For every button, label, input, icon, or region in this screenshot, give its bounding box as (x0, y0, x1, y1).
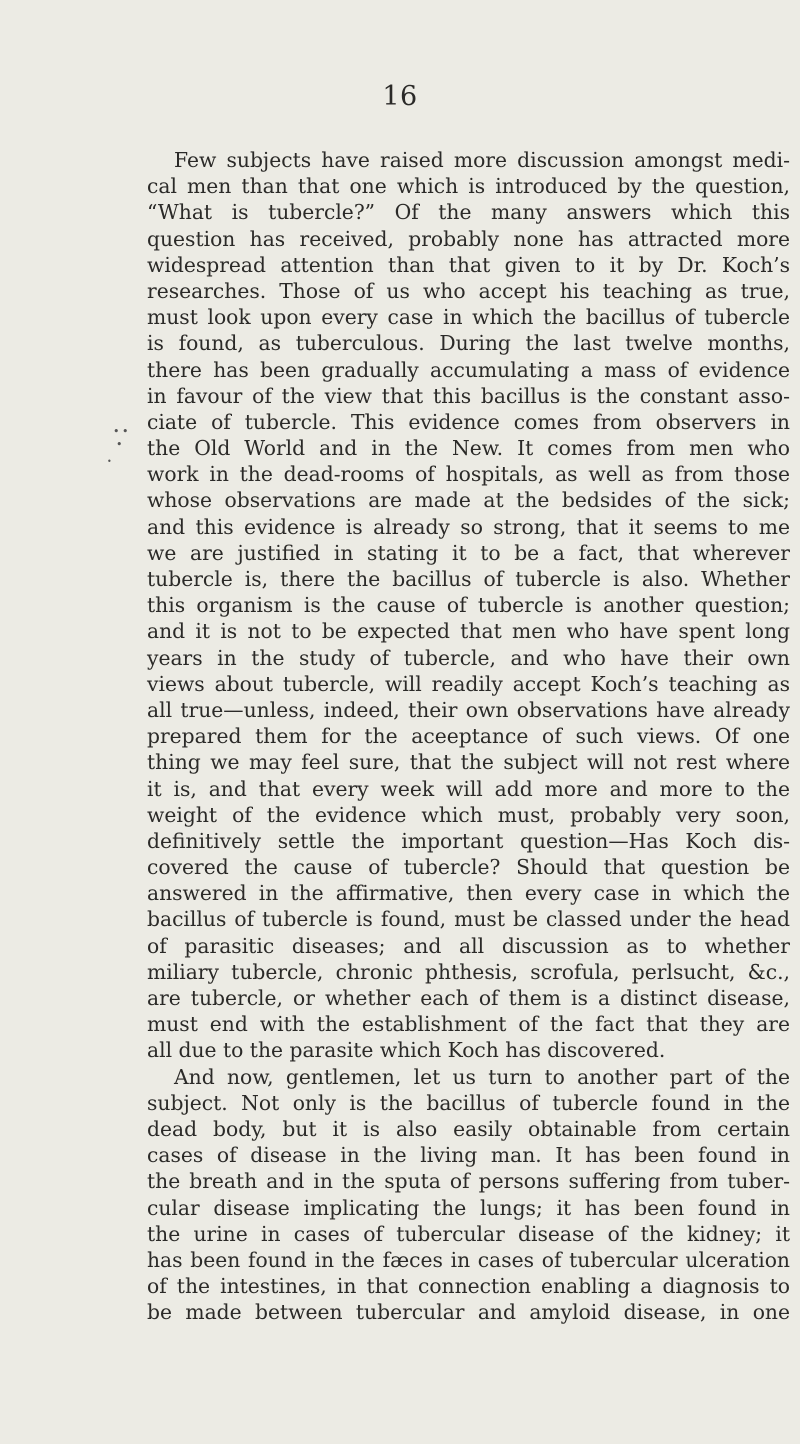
text-line: and it is not to be expected that men who have spent long (147, 619, 790, 644)
text-line: Few subjects have raised more discussion amongst medi- (174, 148, 790, 172)
text-line: work in the dead-rooms of hospitals, as well as from those (147, 462, 790, 487)
text-line: of parasitic diseases; and all discussion as to whether (147, 933, 790, 958)
text-line: years in the study of tubercle, and who have their own (147, 645, 790, 670)
text-line: the urine in cases of tubercular disease of the kidney; it (147, 1221, 790, 1246)
text-line: the Old World and in the New. It comes from men who (147, 436, 790, 461)
text-line: must end with the establishment of the fact that they are (147, 1012, 790, 1037)
text-line: prepared them for the aceeptance of such views. Of one (147, 724, 790, 749)
text-line: we are justified in stating it to be a fact, that wherever (147, 540, 790, 565)
text-line: this organism is the cause of tubercle is another question; (147, 593, 790, 618)
text-line: has been found in the fæces in cases of tubercular ulceration (147, 1247, 790, 1272)
text-line: the breath and in the sputa of persons suffering from tuber- (147, 1169, 790, 1194)
text-line: subject. Not only is the bacillus of tubercle found in the (147, 1090, 790, 1115)
text-line: bacillus of tubercle is found, must be classed under the head (147, 907, 790, 932)
text-line: all true—unless, indeed, their own observations have already (147, 697, 790, 722)
text-line: and this evidence is already so strong, that it seems to me (147, 514, 790, 539)
text-line: of the intestines, in that connection enabling a diagnosis to (147, 1274, 790, 1299)
text-line: widespread attention than that given to it by Dr. Koch’s (147, 252, 790, 277)
text-line: cular disease implicating the lungs; it has been found in (147, 1195, 790, 1220)
text-line: whose observations are made at the bedsides of the sick; (147, 488, 790, 513)
text-line: it is, and that every week will add more and more to the (147, 776, 790, 801)
text-line: answered in the affirmative, then every case in which the (147, 881, 790, 906)
text-line: researches. Those of us who accept his teaching as true, (147, 278, 790, 303)
text-line: all due to the parasite which Koch has discovered. (147, 1038, 666, 1063)
text-line: ciate of tubercle. This evidence comes from observers in (147, 409, 790, 434)
text-line: there has been gradually accumulating a mass of evidence (147, 357, 790, 382)
text-line: tubercle is, there the bacillus of tubercle is also. Whether (147, 567, 790, 591)
text-line: is found, as tuberculous. During the last twelve months, (147, 331, 790, 356)
text-line: miliary tubercle, chronic phthesis, scrofula, perlsucht, &c., (147, 959, 790, 984)
body-text (147, 147, 790, 1325)
text-line: “What is tubercle?” Of the many answers which this (147, 200, 790, 225)
text-line: cal men than that one which is introduced by the question, (147, 174, 790, 199)
text-line: cases of disease in the living man. It has been found in (147, 1143, 790, 1168)
text-line: are tubercle, or whether each of them is a distinct disease, (147, 986, 790, 1010)
page-number: 16 (382, 81, 418, 112)
text-line: thing we may feel sure, that the subject will not rest where (147, 750, 790, 775)
text-line: be made between tubercular and amyloid disease, in one (147, 1300, 790, 1325)
text-line: definitively settle the important question—Has Koch dis- (147, 828, 790, 853)
text-line: weight of the evidence which must, probably very soon, (147, 802, 790, 827)
text-line: views about tubercle, will readily accept Koch’s teaching as (147, 671, 790, 696)
text-line: must look upon every case in which the bacillus of tubercle (147, 305, 790, 330)
text-line: in favour of the view that this bacillus is the constant asso- (147, 383, 790, 408)
text-line: question has received, probably none has attracted more (147, 226, 790, 251)
text-line: And now, gentlemen, let us turn to another part of the (174, 1064, 790, 1089)
margin-specks: • • • • (107, 425, 129, 466)
text-line: dead body, but it is also easily obtainable from certain (147, 1116, 790, 1141)
text-line: covered the cause of tubercle? Should that question be (147, 855, 790, 880)
